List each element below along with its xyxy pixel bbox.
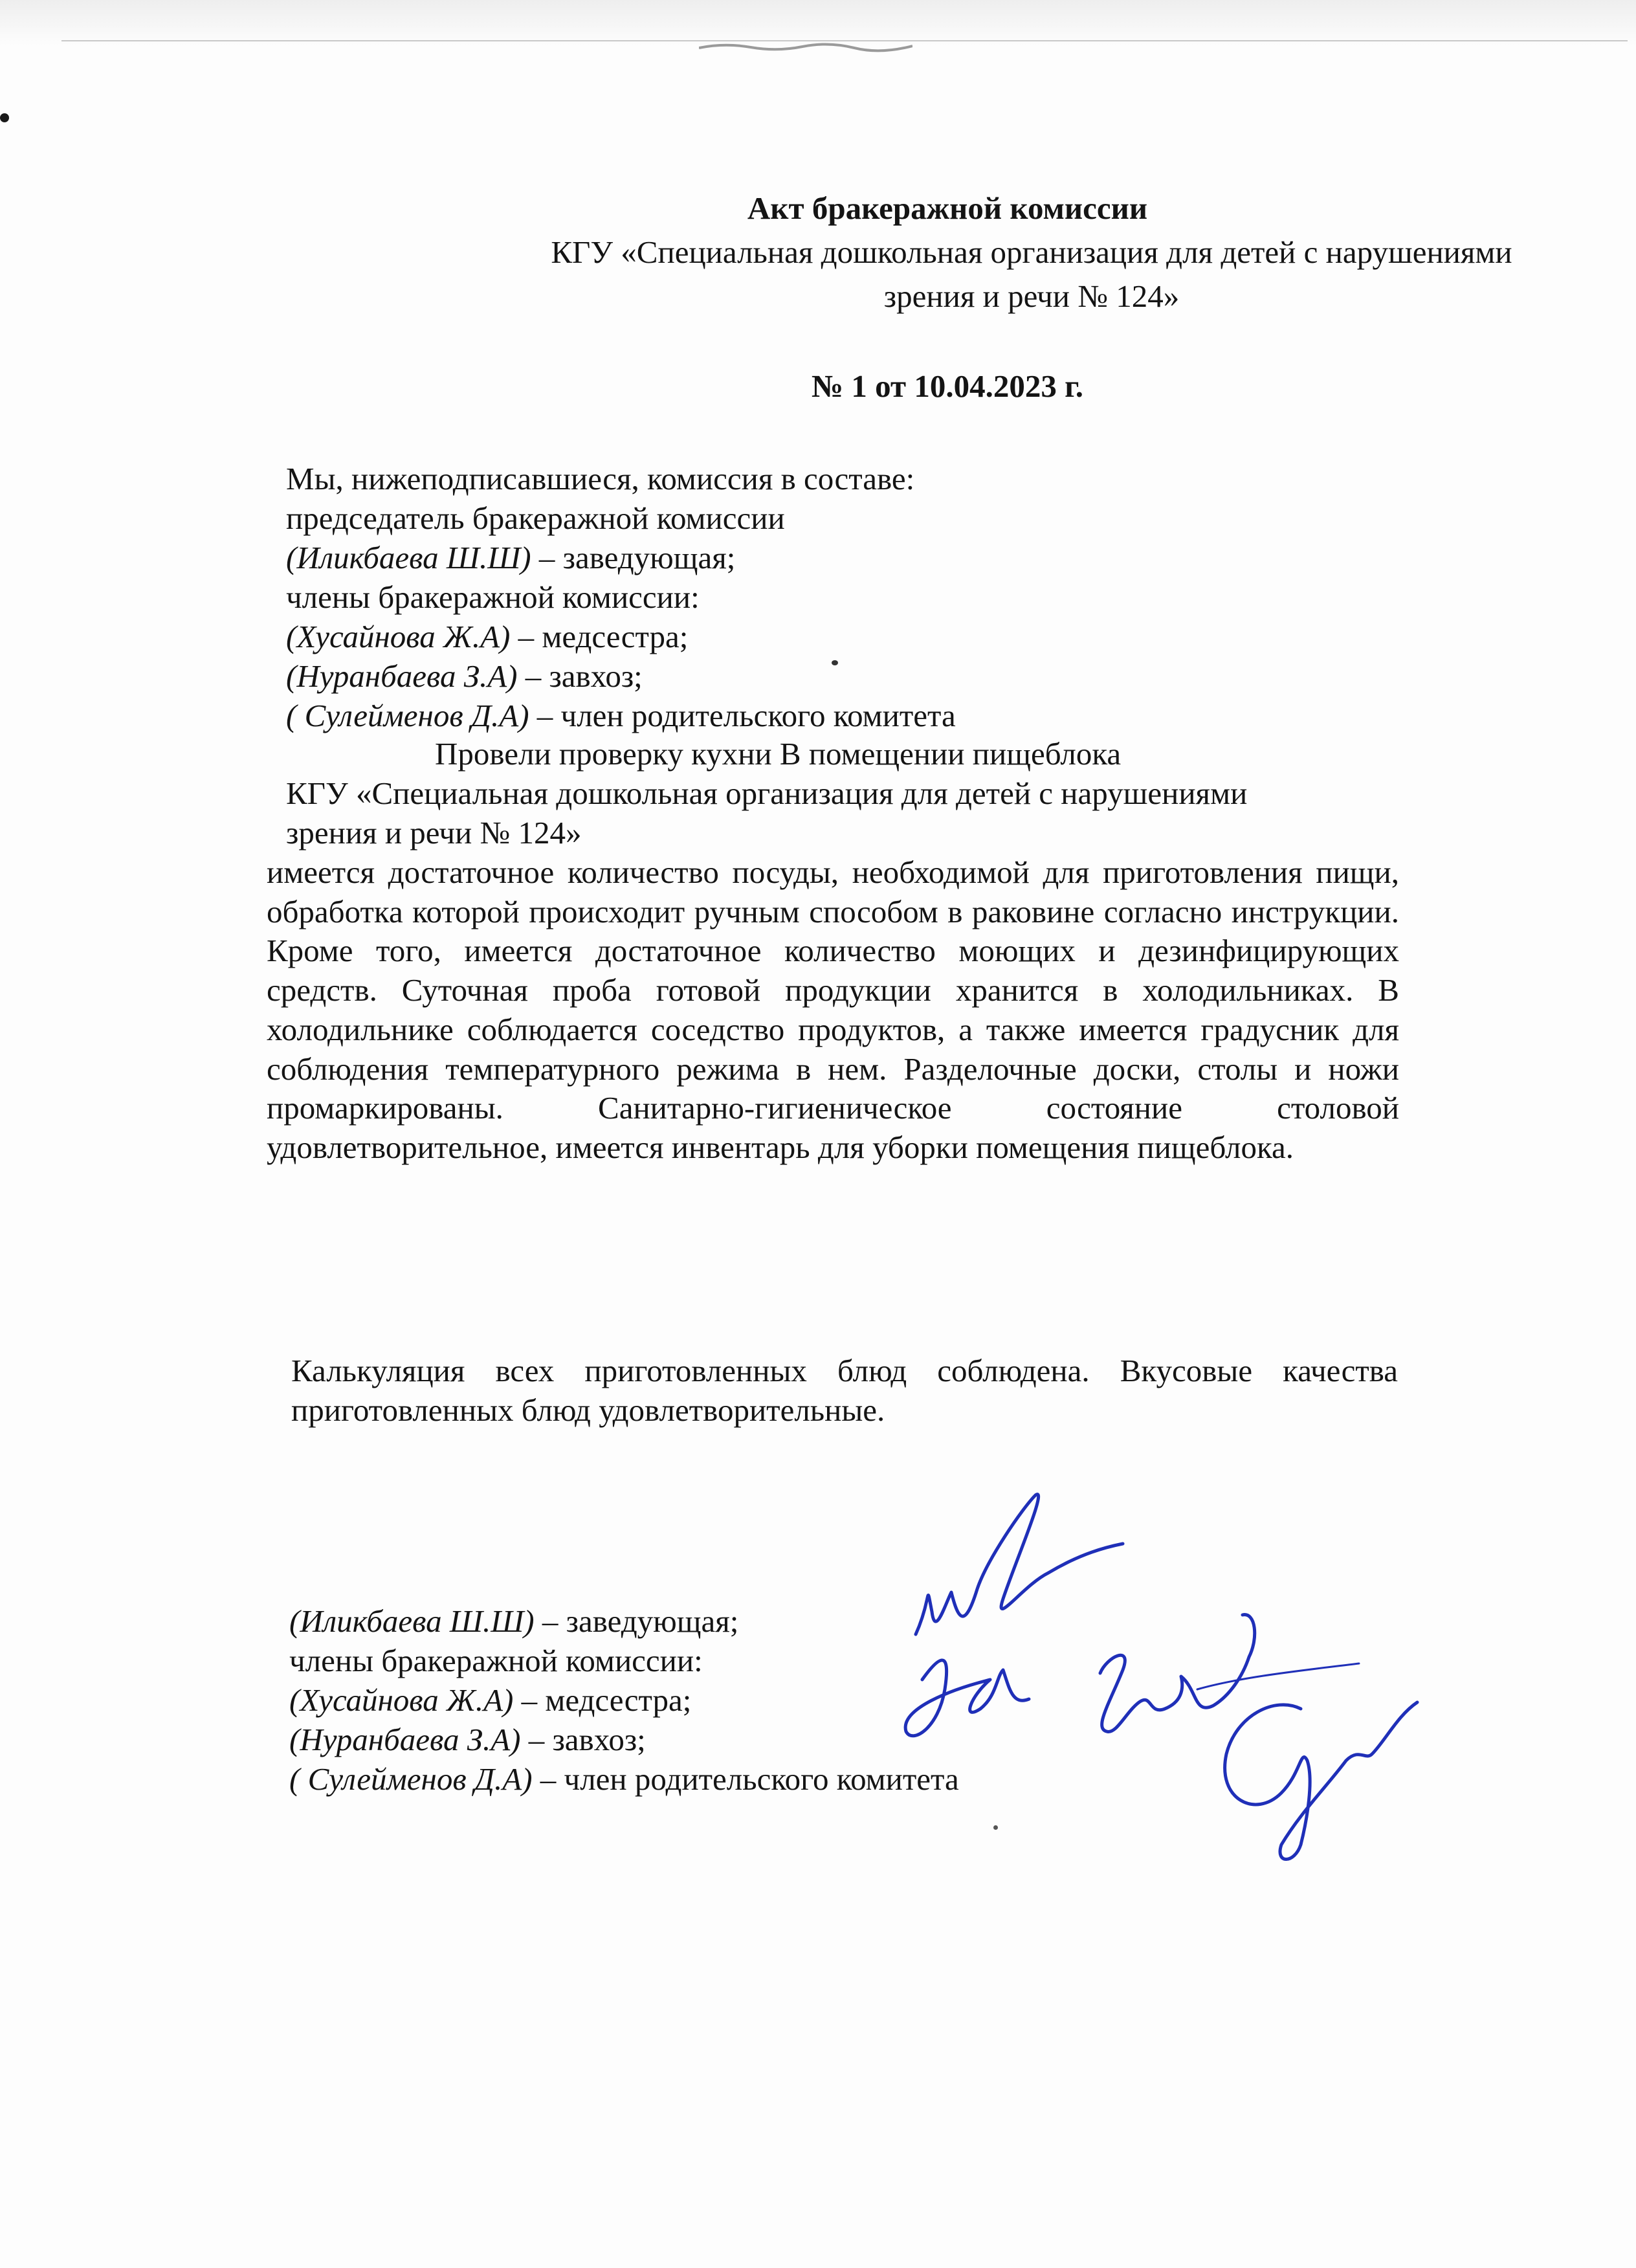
sig-member1-position: – медсестра; [513,1682,692,1718]
member1-position: – медсестра; [510,619,689,654]
signature-chair [289,1602,738,1641]
member1-name: (Хусайнова Ж.А) [286,619,511,654]
sig-member3-position: – член родительского комитета [532,1761,959,1797]
signature-member-1 [289,1681,691,1720]
inspection-intro: Провели проверку кухни В помещении пищеблока [435,736,1122,772]
commission-member-1 [286,617,688,656]
sig-chair-name: (Иликбаева Ш.Ш) [289,1603,535,1639]
sig-member2-name: (Нуранбаева З.А) [289,1722,521,1757]
calculation-conclusion [291,1351,1398,1430]
signature-members-label: члены бракеражной комиссии: [289,1643,703,1678]
organization-name-line1: КГУ «Специальная дошкольная организация для детей с нарушениями [551,234,1512,270]
scan-smudge [699,41,912,53]
commission-member-3 [286,696,956,735]
signature-member1-mark [905,1660,1029,1736]
signature-member-2 [289,1720,646,1759]
conclusion-paragraph: Калькуляция всех приготовленных блюд соблюдена. Вкусовые качества приготовленных блюд удовлетворительные. [291,1353,1398,1428]
chair-name: (Иликбаева Ш.Ш) [286,540,531,575]
inspection-org-line1: КГУ «Специальная дошкольная организация для детей с нарушениями [286,775,1248,811]
signature-chair-mark [916,1495,1123,1634]
signature-underline [1197,1663,1359,1689]
member3-position: – член родительского комитета [529,698,956,733]
scan-speck-2 [832,660,838,665]
sig-member2-position: – завхоз; [520,1722,646,1757]
commission-intro: Мы, нижеподписавшиеся, комиссия в составе: [286,461,915,496]
member2-name: (Нуранбаева З.А) [286,658,518,694]
handwritten-signatures [854,1482,1437,1903]
scan-speck [0,113,9,122]
signature-member3-mark [1225,1702,1417,1860]
members-label: члены бракеражной комиссии: [286,579,700,615]
scan-speck-3 [993,1825,998,1830]
sig-member3-name: ( Сулейменов Д.А) [289,1761,533,1797]
commission-member-2 [286,657,643,696]
document-number-date: № 1 от 10.04.2023 г. [811,368,1084,404]
member2-position: – завхоз; [517,658,643,694]
member3-name: ( Сулейменов Д.А) [286,698,529,733]
inspection-org-line2: зрения и речи № 124» [286,815,582,850]
chair-role: председатель бракеражной комиссии [286,500,785,536]
signature-member2-mark [1100,1615,1255,1732]
scan-shadow [0,0,1636,45]
sig-member1-name: (Хусайнова Ж.А) [289,1682,514,1718]
document-title: Акт бракеражной комиссии [747,190,1148,226]
commission-chair [286,539,735,577]
inspection-paragraph: имеется достаточное количество посуды, необходимой для приготовления пищи, обработка которой происходит ручным способом в раковине согласно инструкции. Кроме того, имеется достаточное количество моющих и дезинфицирующих средств. Суточная проба готовой продукции хранится в холодильниках. В холодильнике соблюдается соседство продуктов, а также имеется градусник для соблюдения температурного режима в нем. Разделочные доски, столы и ножи промаркированы. Санитарно-гигиеническое состояние столовой удовлетворительное, имеется инвентарь для уборки помещения пищеблока. [267,854,1399,1165]
organization-name-line2: зрения и речи № 124» [883,278,1180,314]
chair-position: – заведующая; [531,540,736,575]
sig-chair-position: – заведующая; [534,1603,739,1639]
inspection-findings [267,853,1399,1168]
